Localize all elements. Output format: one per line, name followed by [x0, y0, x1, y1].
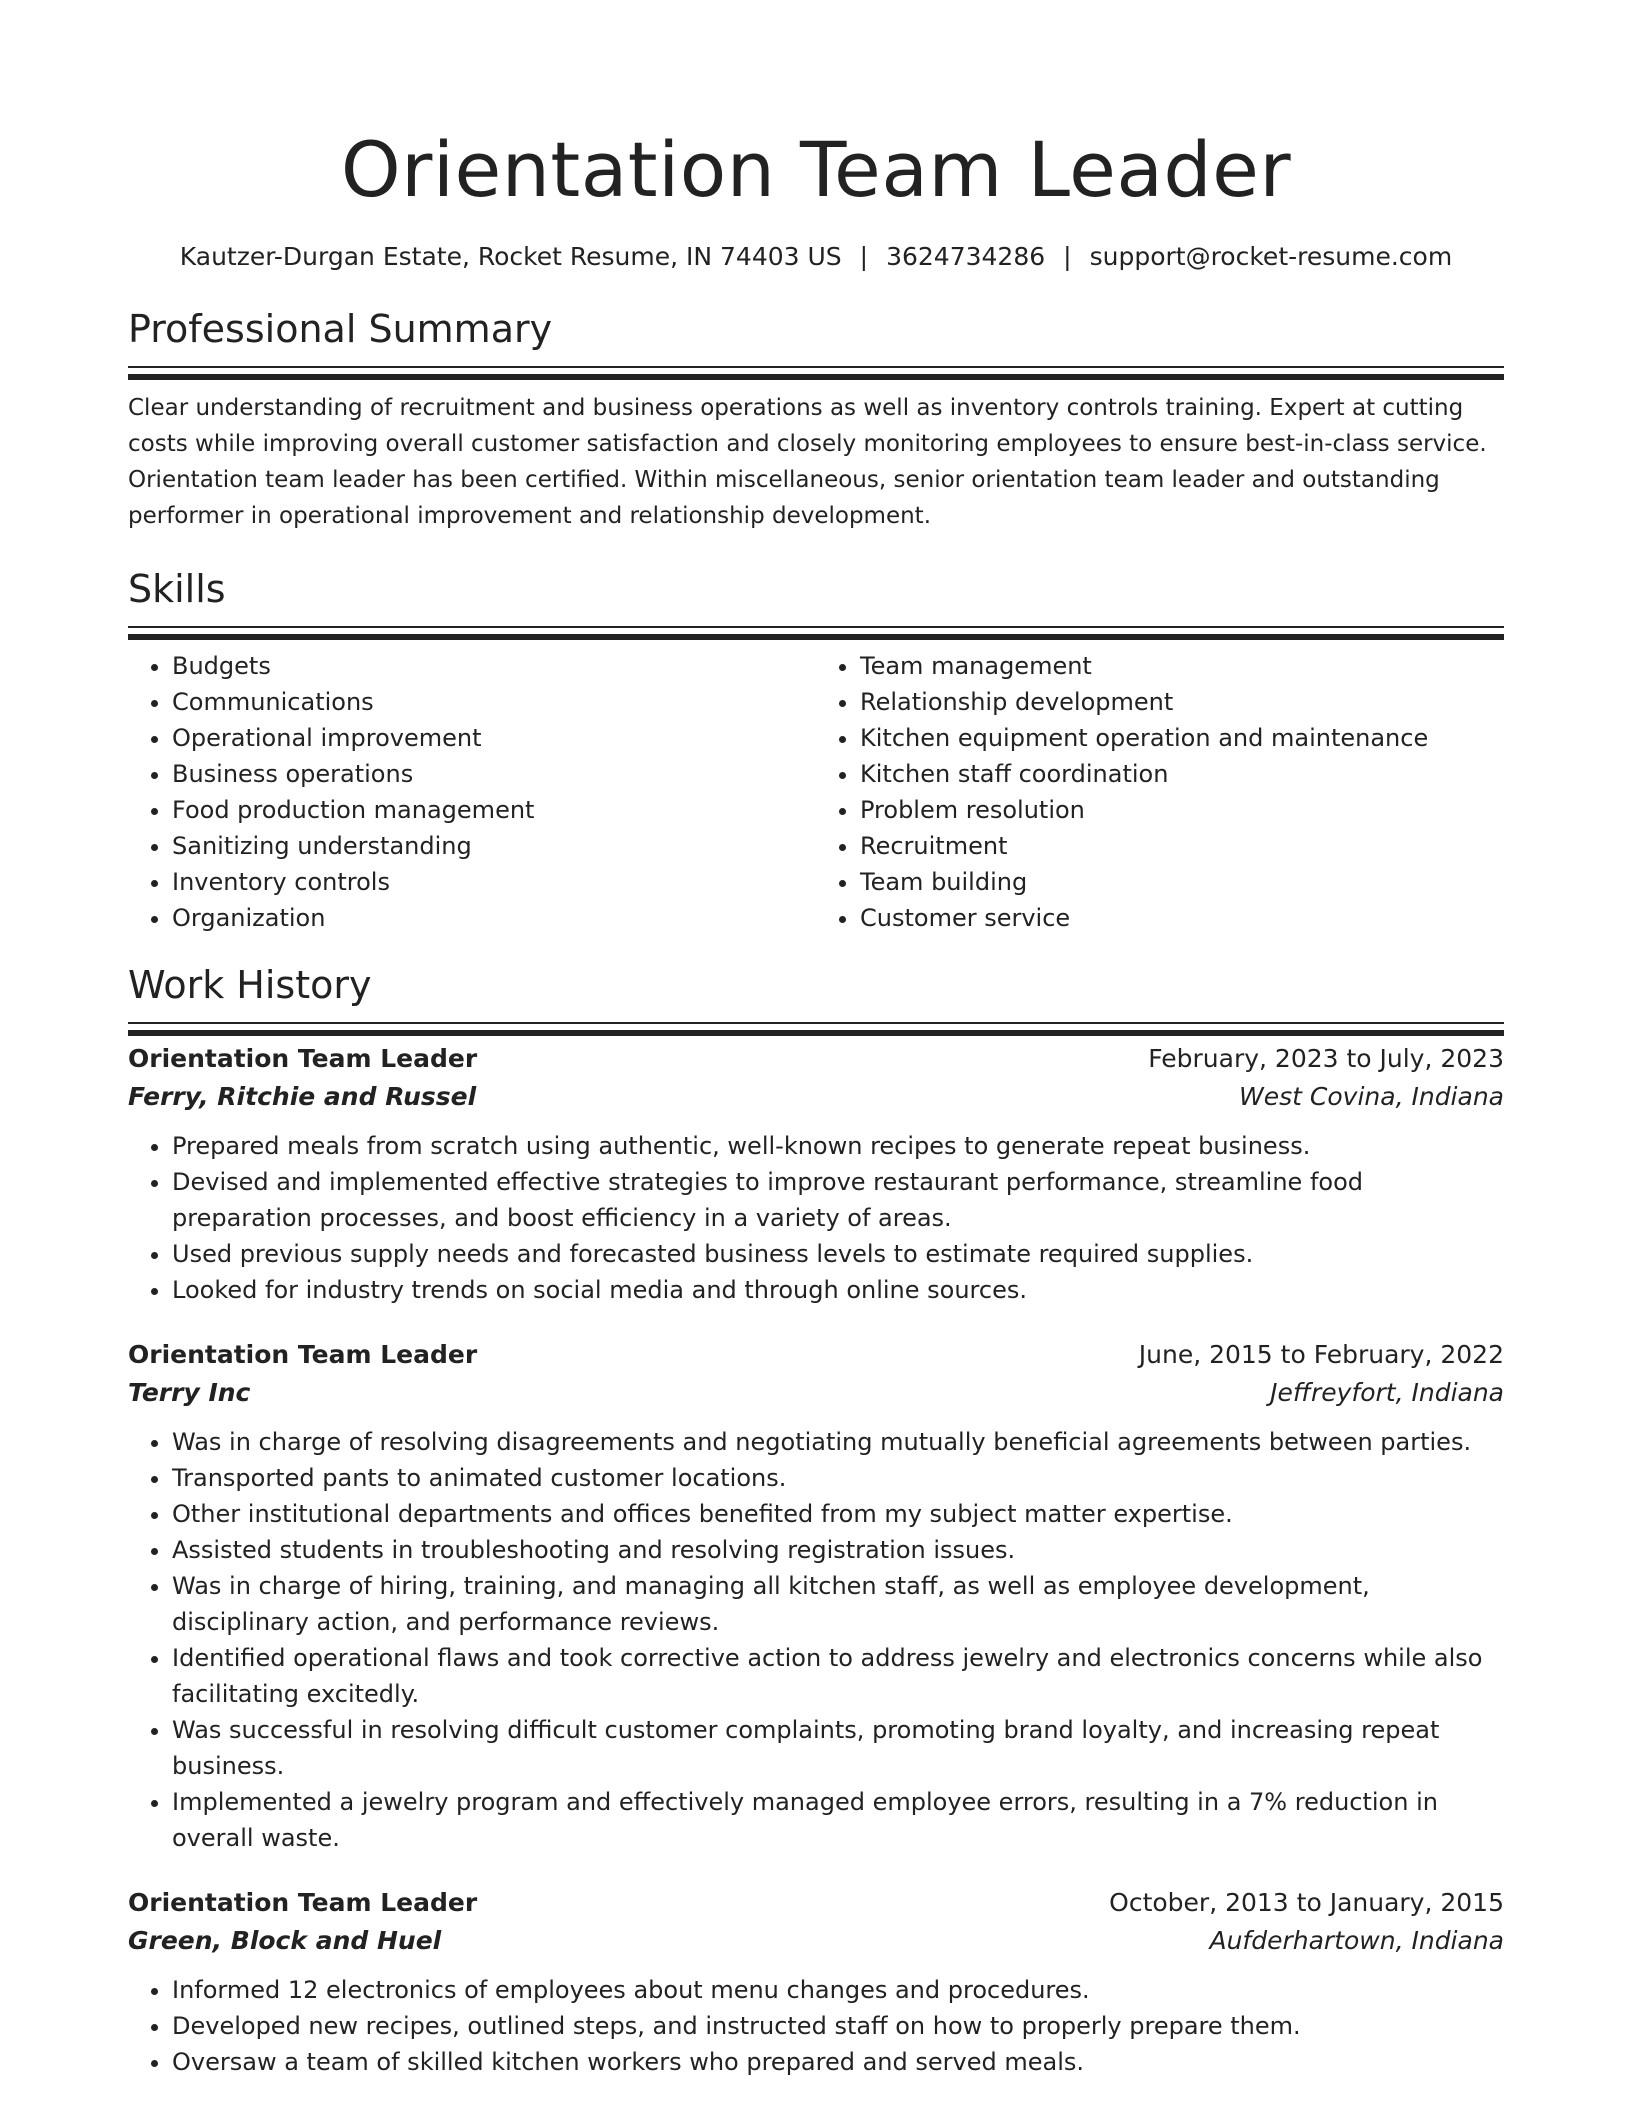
skill-item: • Inventory controls — [172, 864, 816, 900]
job-subheader — [128, 1922, 1504, 1960]
skill-item: • Food production management — [172, 792, 816, 828]
section-divider — [128, 626, 1504, 628]
job-bullet: • Was in charge of hiring, training, and managing all kitchen staff, as well as employee development, disciplinary action, and performance reviews. — [172, 1568, 1504, 1640]
job-bullet: • Identified operational flaws and took corrective action to address jewelry and electronics concerns while also facilitating excitedly. — [172, 1640, 1504, 1712]
skills-list-left — [128, 648, 816, 936]
job-bullet: • Transported pants to animated customer locations. — [172, 1460, 1504, 1496]
skill-item: • Organization — [172, 900, 816, 936]
skills-section — [128, 564, 1504, 936]
job-location: Jeffreyfort, Indiana — [1270, 1378, 1504, 1407]
job-entry — [128, 1336, 1504, 1856]
job-bullet: • Was in charge of resolving disagreements and negotiating mutually beneficial agreements between parties. — [172, 1424, 1504, 1460]
skills-list-right — [816, 648, 1504, 936]
job-bullet: • Was successful in resolving difficult customer complaints, promoting brand loyalty, and increasing repeat business. — [172, 1712, 1504, 1784]
job-bullet: • Developed new recipes, outlined steps, and instructed staff on how to properly prepare them. — [172, 2008, 1504, 2044]
job-dates: February, 2023 to July, 2023 — [1148, 1044, 1504, 1073]
summary-text: Clear understanding of recruitment and business operations as well as inventory controls training. Expert at cutting costs while improving overall customer satisfaction and closely monitoring employees to ensure best-in-class service. Orientation team leader has been certified. Within miscellaneous, senior orientation team leader and outstanding performer in operational improvement and relationship development. — [128, 395, 1487, 529]
job-dates: October, 2013 to January, 2015 — [1109, 1888, 1504, 1917]
skill-item: • Operational improvement — [172, 720, 816, 756]
section-divider — [128, 366, 1504, 368]
job-company: Ferry, Ritchie and Russel — [128, 1082, 477, 1111]
skill-item: • Kitchen equipment operation and maintenance — [860, 720, 1504, 756]
summary-section — [128, 304, 1504, 534]
work-history-section — [128, 960, 1504, 2080]
job-bullet: • Assisted students in troubleshooting and resolving registration issues. — [172, 1532, 1504, 1568]
section-title-summary: Professional Summary — [128, 307, 553, 351]
job-bullet: • Looked for industry trends on social media and through online sources. — [172, 1272, 1504, 1308]
job-bullets — [128, 1424, 1504, 1856]
skill-item: • Sanitizing understanding — [172, 828, 816, 864]
section-title-skills: Skills — [128, 567, 226, 611]
job-bullets — [128, 1128, 1504, 1308]
job-bullet: • Implemented a jewelry program and effectively managed employee errors, resulting in a 7% reduction in overall waste. — [172, 1784, 1504, 1856]
skill-item: • Communications — [172, 684, 816, 720]
skill-item: • Team management — [860, 648, 1504, 684]
job-header — [128, 1336, 1504, 1374]
contact-separator: | — [1063, 242, 1072, 271]
job-bullet: • Prepared meals from scratch using authentic, well-known recipes to generate repeat business. — [172, 1128, 1504, 1164]
skill-item: • Recruitment — [860, 828, 1504, 864]
skill-item: • Team building — [860, 864, 1504, 900]
job-subheader — [128, 1078, 1504, 1116]
job-bullet: • Oversaw a team of skilled kitchen workers who prepared and served meals. — [172, 2044, 1504, 2080]
job-entry — [128, 1884, 1504, 2080]
job-header — [128, 1884, 1504, 1922]
job-bullet: • Used previous supply needs and forecasted business levels to estimate required supplies. — [172, 1236, 1504, 1272]
skill-item: • Relationship development — [860, 684, 1504, 720]
skill-item: • Problem resolution — [860, 792, 1504, 828]
contact-line — [128, 240, 1504, 274]
section-divider — [128, 1022, 1504, 1024]
skill-item: • Kitchen staff coordination — [860, 756, 1504, 792]
job-header — [128, 1040, 1504, 1078]
resume-name: Orientation Team Leader — [340, 125, 1292, 214]
job-bullet: • Other institutional departments and offices benefited from my subject matter expertise. — [172, 1496, 1504, 1532]
job-bullets — [128, 1972, 1504, 2080]
job-company: Terry Inc — [128, 1378, 251, 1407]
skills-columns — [128, 648, 1504, 936]
skill-item: • Business operations — [172, 756, 816, 792]
skill-item: • Customer service — [860, 900, 1504, 936]
section-title-work-history: Work History — [128, 963, 372, 1007]
job-entry — [128, 1040, 1504, 1308]
resume-page — [128, 0, 1504, 2080]
job-bullet: • Informed 12 electronics of employees about menu changes and procedures. — [172, 1972, 1504, 2008]
job-bullet: • Devised and implemented effective strategies to improve restaurant performance, streamline food preparation processes, and boost efficiency in a variety of areas. — [172, 1164, 1504, 1236]
job-location: Aufderhartown, Indiana — [1209, 1926, 1504, 1955]
contact-email: support@rocket-resume.com — [1089, 242, 1453, 271]
job-location: West Covina, Indiana — [1239, 1082, 1504, 1111]
contact-separator: | — [859, 242, 869, 271]
job-subheader — [128, 1374, 1504, 1412]
job-company: Green, Block and Huel — [128, 1926, 442, 1955]
job-dates: June, 2015 to February, 2022 — [1138, 1340, 1504, 1369]
contact-address: Kautzer-Durgan Estate, Rocket Resume, IN 74403 US — [179, 242, 842, 271]
job-title: Orientation Team Leader — [128, 1888, 478, 1917]
skill-item: • Budgets — [172, 648, 816, 684]
job-title: Orientation Team Leader — [128, 1044, 478, 1073]
contact-phone: 3624734286 — [886, 242, 1046, 271]
job-title: Orientation Team Leader — [128, 1340, 478, 1369]
